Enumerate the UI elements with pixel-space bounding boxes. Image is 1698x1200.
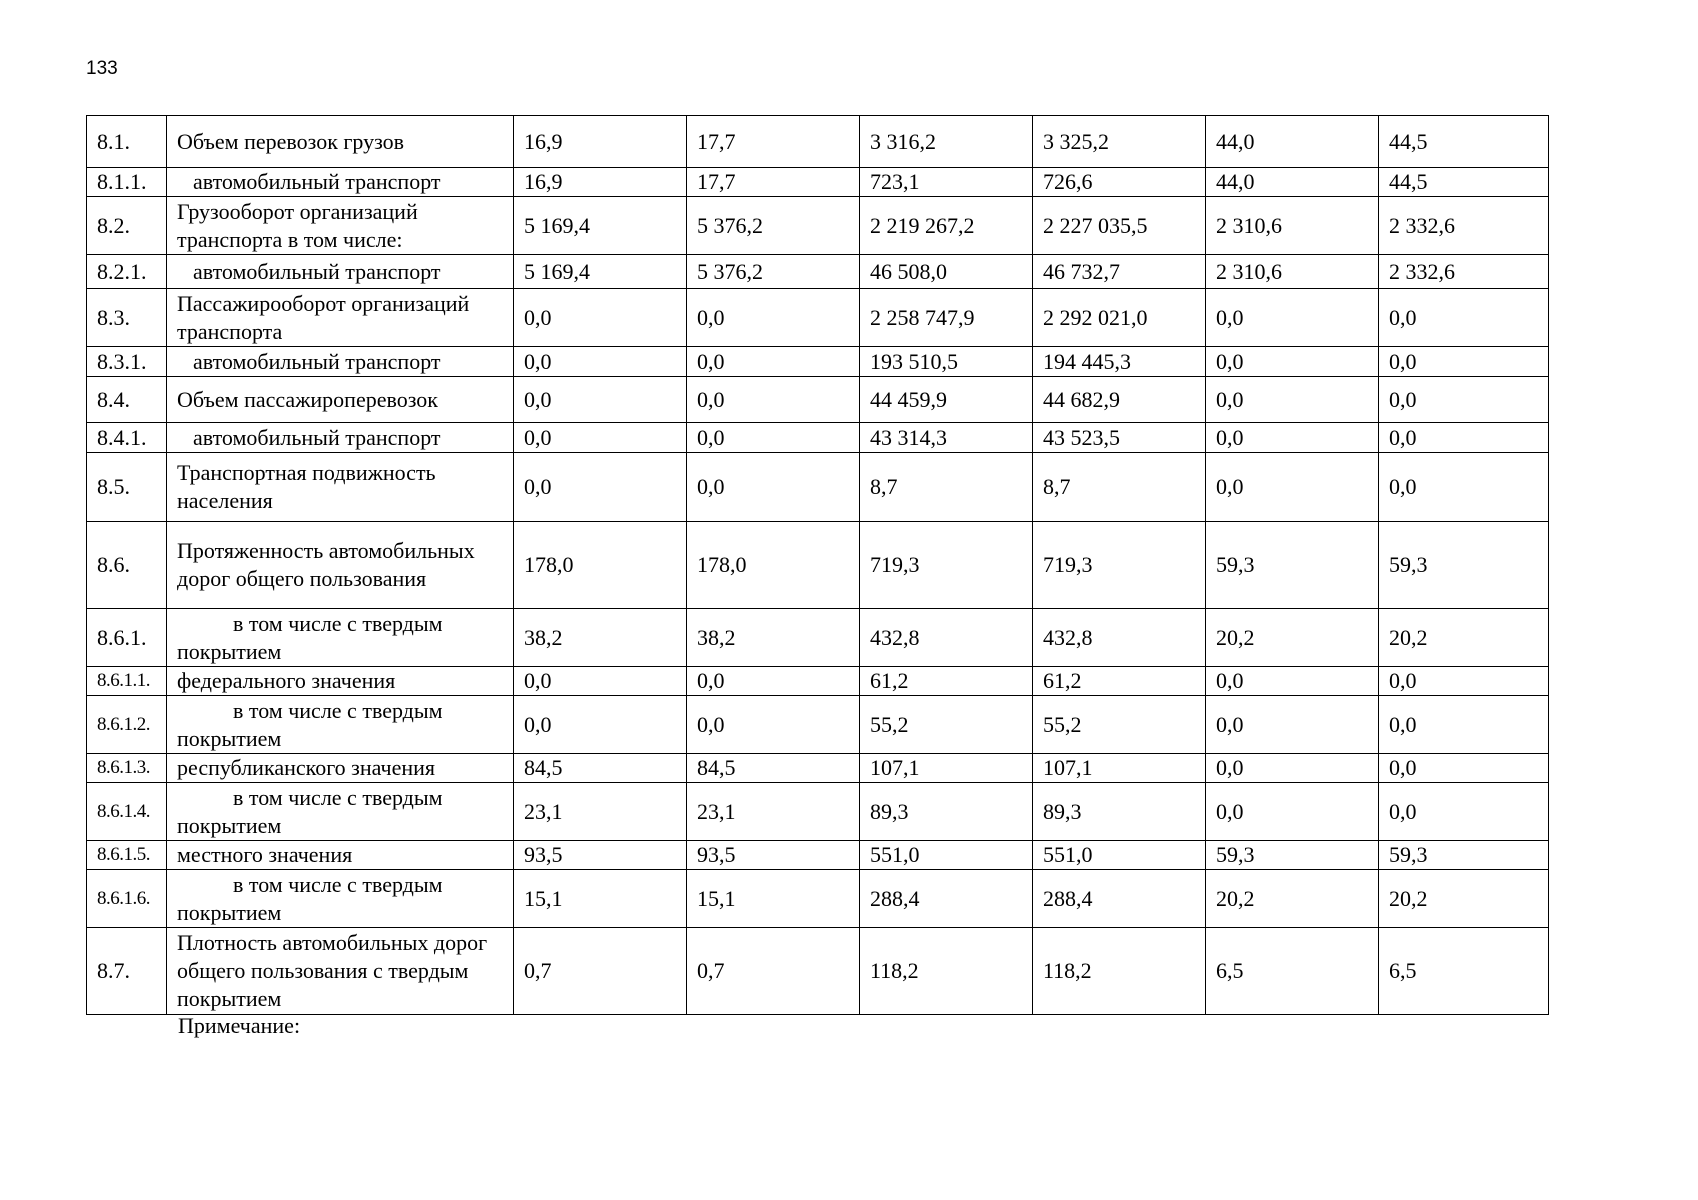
value-cell: 93,5 [514,841,687,870]
value-cell: 0,0 [1379,377,1549,423]
value-cell: 107,1 [1033,754,1206,783]
indicators-table [86,115,1549,1015]
value-cell: 0,0 [1206,667,1379,696]
table-row [87,783,1549,841]
value-cell: 0,0 [1379,754,1549,783]
value-cell: 8,7 [1033,453,1206,522]
value-cell: 551,0 [860,841,1033,870]
value-cell: 2 219 267,2 [860,197,1033,255]
table-row [87,928,1549,1015]
value-cell: 17,7 [687,116,860,168]
value-cell: 17,7 [687,168,860,197]
value-cell: 46 732,7 [1033,255,1206,289]
row-name-first-line: в том числе с твердым [233,871,443,897]
row-number: 8.6.1. [87,609,167,667]
table-row [87,116,1549,168]
row-name: Объем пассажироперевозок [167,377,514,423]
row-name [167,783,514,841]
row-name-second-line: покрытием [177,638,282,664]
value-cell: 44,5 [1379,168,1549,197]
value-cell: 20,2 [1379,609,1549,667]
value-cell: 2 258 747,9 [860,289,1033,347]
value-cell: 0,0 [687,347,860,377]
value-cell: 23,1 [687,783,860,841]
table-row [87,522,1549,609]
value-cell: 15,1 [514,870,687,928]
value-cell: 16,9 [514,168,687,197]
row-number: 8.6.1.4. [87,783,167,841]
table-row [87,423,1549,453]
value-cell: 43 523,5 [1033,423,1206,453]
value-cell: 55,2 [1033,696,1206,754]
value-cell: 0,0 [1206,423,1379,453]
value-cell: 5 169,4 [514,197,687,255]
row-name: автомобильный транспорт [167,168,514,197]
value-cell: 3 325,2 [1033,116,1206,168]
value-cell: 61,2 [860,667,1033,696]
row-number: 8.6.1.2. [87,696,167,754]
row-number: 8.2.1. [87,255,167,289]
value-cell: 0,0 [1206,377,1379,423]
value-cell: 84,5 [514,754,687,783]
row-number: 8.3. [87,289,167,347]
value-cell: 6,5 [1379,928,1549,1015]
value-cell: 84,5 [687,754,860,783]
value-cell: 178,0 [514,522,687,609]
row-number: 8.4.1. [87,423,167,453]
value-cell: 194 445,3 [1033,347,1206,377]
value-cell: 89,3 [860,783,1033,841]
value-cell: 8,7 [860,453,1033,522]
value-cell: 432,8 [860,609,1033,667]
value-cell: 551,0 [1033,841,1206,870]
row-number: 8.7. [87,928,167,1015]
value-cell: 719,3 [1033,522,1206,609]
table-row [87,696,1549,754]
value-cell: 723,1 [860,168,1033,197]
table-row [87,377,1549,423]
row-name-first-line: в том числе с твердым [233,610,443,636]
value-cell: 44,0 [1206,168,1379,197]
value-cell: 0,0 [1379,423,1549,453]
value-cell: 0,0 [514,667,687,696]
value-cell: 0,0 [514,347,687,377]
value-cell: 0,0 [1206,783,1379,841]
value-cell: 2 310,6 [1206,255,1379,289]
value-cell: 0,7 [687,928,860,1015]
table-row [87,841,1549,870]
row-name: Пассажирооборот организаций транспорта [167,289,514,347]
row-name: Объем перевозок грузов [167,116,514,168]
value-cell: 719,3 [860,522,1033,609]
page-number: 133 [86,58,118,79]
value-cell: 43 314,3 [860,423,1033,453]
row-name: местного значения [167,841,514,870]
value-cell: 0,0 [514,423,687,453]
value-cell: 0,0 [687,423,860,453]
value-cell: 44,5 [1379,116,1549,168]
table-row [87,609,1549,667]
value-cell: 0,0 [1379,667,1549,696]
table-note: Примечание: [178,1013,301,1038]
value-cell: 3 316,2 [860,116,1033,168]
value-cell: 0,0 [1379,289,1549,347]
value-cell: 59,3 [1379,522,1549,609]
row-name-second-line: покрытием [177,812,282,838]
value-cell: 59,3 [1206,522,1379,609]
value-cell: 23,1 [514,783,687,841]
value-cell: 193 510,5 [860,347,1033,377]
row-number: 8.5. [87,453,167,522]
row-name [167,609,514,667]
value-cell: 44,0 [1206,116,1379,168]
value-cell: 0,0 [1206,754,1379,783]
table-row [87,754,1549,783]
value-cell: 0,7 [514,928,687,1015]
value-cell: 0,0 [687,667,860,696]
value-cell: 118,2 [1033,928,1206,1015]
value-cell: 61,2 [1033,667,1206,696]
value-cell: 0,0 [514,289,687,347]
row-name: Протяженность автомобильных дорог общего пользования [167,522,514,609]
value-cell: 0,0 [1206,347,1379,377]
row-number: 8.1.1. [87,168,167,197]
value-cell: 46 508,0 [860,255,1033,289]
table-row [87,255,1549,289]
row-name: республиканского значения [167,754,514,783]
value-cell: 0,0 [687,696,860,754]
value-cell: 44 459,9 [860,377,1033,423]
row-name: автомобильный транспорт [167,423,514,453]
value-cell: 288,4 [860,870,1033,928]
value-cell: 0,0 [514,377,687,423]
row-name-second-line: покрытием [177,725,282,751]
row-number: 8.6.1.5. [87,841,167,870]
table-row [87,289,1549,347]
row-number: 8.6.1.6. [87,870,167,928]
row-name-first-line: в том числе с твердым [233,697,443,723]
table-row [87,667,1549,696]
row-number: 8.6. [87,522,167,609]
value-cell: 15,1 [687,870,860,928]
value-cell: 0,0 [514,453,687,522]
table-row [87,197,1549,255]
value-cell: 38,2 [514,609,687,667]
table-row [87,453,1549,522]
row-name-first-line: в том числе с твердым [233,784,443,810]
value-cell: 5 376,2 [687,255,860,289]
value-cell: 288,4 [1033,870,1206,928]
row-name: Транспортная подвижность населения [167,453,514,522]
row-number: 8.3.1. [87,347,167,377]
value-cell: 93,5 [687,841,860,870]
value-cell: 2 227 035,5 [1033,197,1206,255]
value-cell: 89,3 [1033,783,1206,841]
row-name: федерального значения [167,667,514,696]
row-name: автомобильный транспорт [167,255,514,289]
row-number: 8.6.1.3. [87,754,167,783]
value-cell: 0,0 [1379,783,1549,841]
value-cell: 59,3 [1206,841,1379,870]
table-row [87,870,1549,928]
row-name: Плотность автомобильных дорог общего пользования с твердым покрытием [167,928,514,1015]
value-cell: 432,8 [1033,609,1206,667]
value-cell: 59,3 [1379,841,1549,870]
row-name: автомобильный транспорт [167,347,514,377]
row-name: Грузооборот организаций транспорта в том числе: [167,197,514,255]
value-cell: 0,0 [1379,453,1549,522]
value-cell: 0,0 [1379,696,1549,754]
value-cell: 107,1 [860,754,1033,783]
row-name-second-line: покрытием [177,899,282,925]
row-number: 8.4. [87,377,167,423]
value-cell: 5 169,4 [514,255,687,289]
value-cell: 2 292 021,0 [1033,289,1206,347]
value-cell: 0,0 [1206,289,1379,347]
value-cell: 2 332,6 [1379,197,1549,255]
value-cell: 178,0 [687,522,860,609]
row-number: 8.2. [87,197,167,255]
value-cell: 726,6 [1033,168,1206,197]
value-cell: 20,2 [1206,870,1379,928]
value-cell: 38,2 [687,609,860,667]
value-cell: 0,0 [514,696,687,754]
value-cell: 2 310,6 [1206,197,1379,255]
value-cell: 20,2 [1379,870,1549,928]
row-name [167,870,514,928]
value-cell: 0,0 [1206,696,1379,754]
value-cell: 2 332,6 [1379,255,1549,289]
value-cell: 0,0 [1379,347,1549,377]
value-cell: 118,2 [860,928,1033,1015]
value-cell: 0,0 [1206,453,1379,522]
value-cell: 0,0 [687,453,860,522]
value-cell: 6,5 [1206,928,1379,1015]
value-cell: 0,0 [687,377,860,423]
row-number: 8.6.1.1. [87,667,167,696]
value-cell: 20,2 [1206,609,1379,667]
row-number: 8.1. [87,116,167,168]
table-row [87,347,1549,377]
value-cell: 44 682,9 [1033,377,1206,423]
row-name [167,696,514,754]
table-row [87,168,1549,197]
value-cell: 55,2 [860,696,1033,754]
value-cell: 5 376,2 [687,197,860,255]
value-cell: 16,9 [514,116,687,168]
value-cell: 0,0 [687,289,860,347]
